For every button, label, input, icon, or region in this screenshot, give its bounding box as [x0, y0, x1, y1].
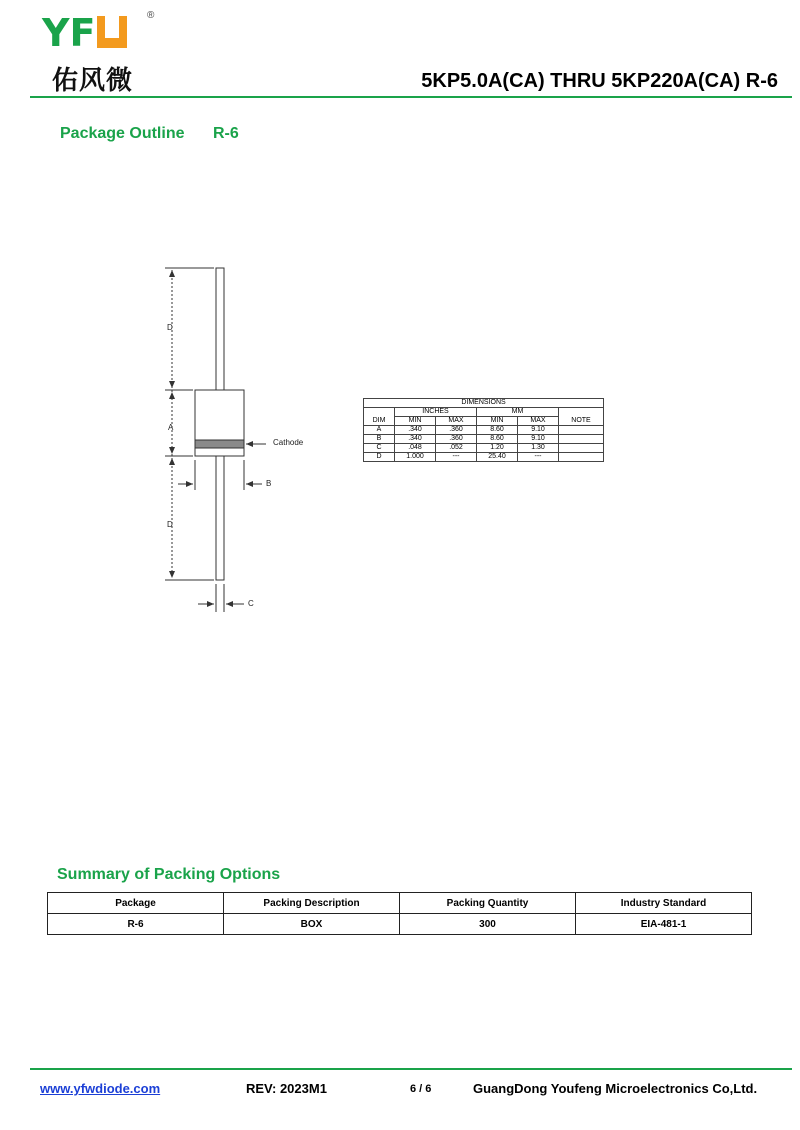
header-industry-standard: Industry Standard — [576, 893, 752, 914]
registered-mark: ® — [147, 10, 155, 21]
dimensions-title: DIMENSIONS — [364, 399, 604, 408]
logo-letters: YF — [42, 11, 96, 55]
company-name: GuangDong Youfeng Microelectronics Co,Ltd. — [473, 1081, 758, 1096]
group-mm: MM — [477, 408, 559, 417]
cathode-label: Cathode — [273, 438, 304, 447]
dim-label-b: B — [266, 479, 272, 488]
col-dim: DIM — [364, 417, 395, 426]
document-title: 5KP5.0A(CA) THRU 5KP220A(CA) R-6 — [421, 70, 778, 92]
table-row: D 1.000 --- 25.40 --- — [364, 453, 604, 462]
header-packing-quantity: Packing Quantity — [400, 893, 576, 914]
col-in-min: MIN — [395, 417, 436, 426]
col-mm-min: MIN — [477, 417, 518, 426]
package-outline-heading: Package Outline — [60, 125, 185, 142]
website-link[interactable]: www.yfwdiode.com — [40, 1081, 161, 1096]
dim-label-c: C — [248, 599, 254, 608]
table-row: A .340 .360 8.60 9.10 — [364, 426, 604, 435]
dimensions-table — [363, 398, 604, 462]
col-in-max: MAX — [436, 417, 477, 426]
col-note: NOTE — [559, 417, 604, 426]
package-outline-code: R-6 — [213, 125, 239, 142]
group-inches: INCHES — [395, 408, 477, 417]
header-package: Package — [48, 893, 224, 914]
packing-options-table — [47, 892, 752, 935]
table-header-row — [48, 893, 752, 914]
table-row: R-6 BOX 300 EIA-481-1 — [48, 914, 752, 935]
col-mm-max: MAX — [518, 417, 559, 426]
dim-label-d-top: D — [167, 323, 173, 332]
page-number: 6 / 6 — [410, 1083, 432, 1095]
footer-divider — [30, 1068, 792, 1070]
revision-label: REV: 2023M1 — [246, 1081, 327, 1096]
logo-chinese-name: 佑风微 — [52, 66, 134, 96]
packing-summary-heading: Summary of Packing Options — [57, 866, 281, 883]
dim-label-d-bottom: D — [167, 520, 173, 529]
table-row: C .048 .052 1.20 1.30 — [364, 444, 604, 453]
header-packing-description: Packing Description — [224, 893, 400, 914]
table-row: B .340 .360 8.60 9.10 — [364, 435, 604, 444]
dim-label-a: A — [168, 423, 174, 432]
